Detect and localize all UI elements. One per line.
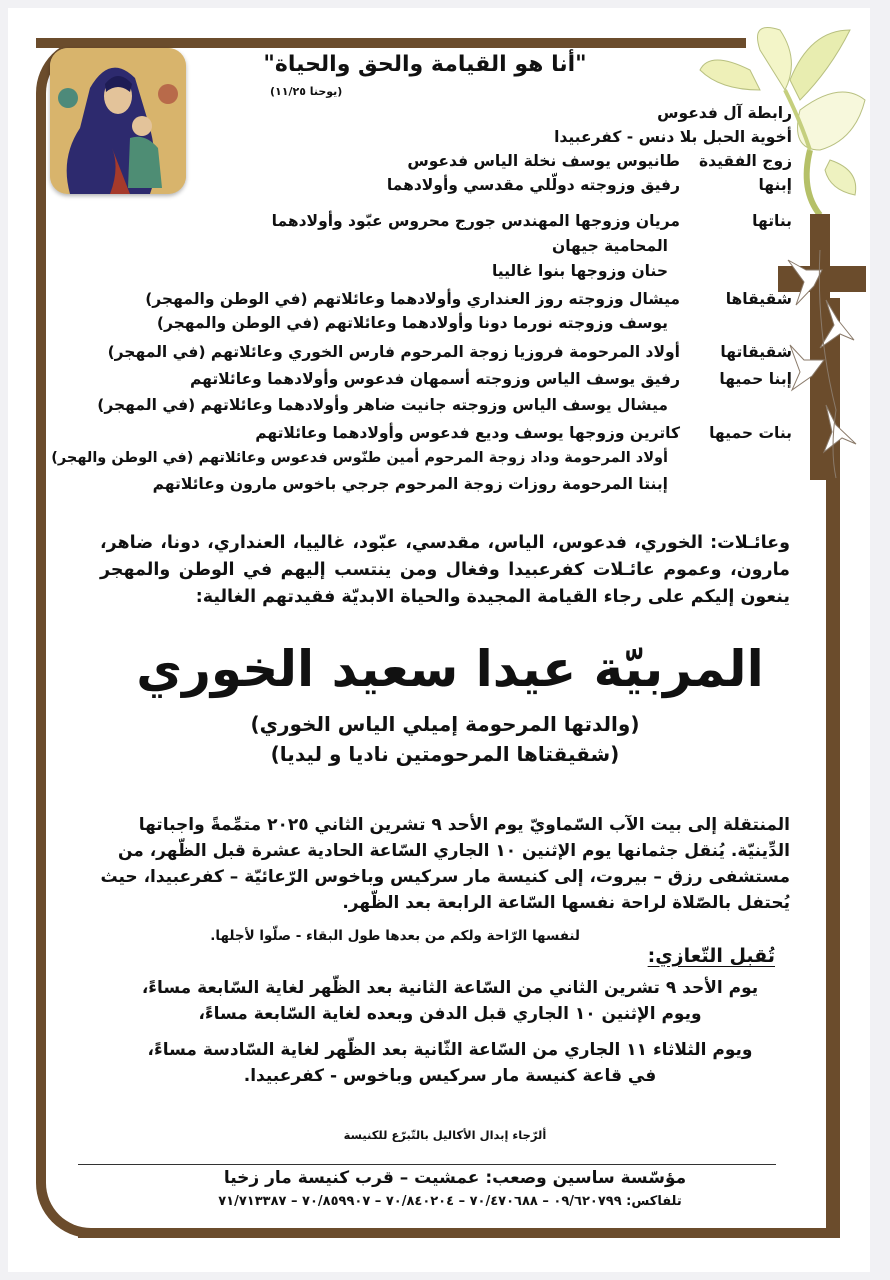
frame-top-border [36, 38, 746, 48]
relative-line: يوسف وزوجته نورما دونا وأولادهما وعائلاتهم (في الوطن والمهجر) [156, 314, 668, 332]
funeral-details: المنتقلة إلى بيت الآب السّماويّ يوم الأحد ٩ تشرين الثاني ٢٠٢٥ متمِّمةً واجباتها الدِّينيّة. يُنقل جثمانها يوم الإثنين ١٠ الجاري السّاعة الحادية عشرة قبل الظّهر، من مستشفى رزق – بيروت، إلى كنيسة مار سركيس وباخوس الرّعائيّة – كفرعبيدا، حيث يُحتفل بالصّلاة لراحة نفسها السّاعة الرابعة بعد الظّهر. [100, 815, 790, 913]
association-brotherhood: أخوية الحبل بلا دنس - كفرعبيدا [554, 128, 792, 146]
funeral-home-phones: تلفاكس: ٠٩/٦٢٠٧٩٩ – ٧٠/٤٧٠٦٨٨ – ٧٠/٨٤٠٢٠٤ – ٧٠/٨٥٩٩٠٧ – ٧١/٧١٣٣٨٧ [218, 1194, 682, 1209]
relative-line: ميشال يوسف الياس وزوجته جانيت ضاهر وأولادهما وعائلاتهم (في المهجر) [97, 396, 668, 414]
families-announcement: وعائـلات: الخوري، فدعوس، الياس، مقدسي، عبّود، غالييا، العنداري، دونا، ضاهر، مارون، وعموم عائـلات كفرعبيدا وفغال ومن ينتسب إليهم في الوطن والمهجر ينعون إليكم على رجاء القيامة المجيدة والحياة الابديّة فقيدتهم الغالية: [100, 533, 790, 607]
relative-line: إبنتا المرحومة روزات زوجة المرحوم جرجي باخوس مارون وعائلاتهم [152, 475, 668, 493]
relative-label: بناتها [752, 212, 792, 230]
bible-quote-reference: (يوحنا ١١/٢٥) [270, 85, 343, 98]
deceased-sisters: (شقيقتاها المرحومتين ناديا و ليديا) [270, 742, 620, 766]
relative-line: حنان وزوجها بنوا غالييا [491, 262, 668, 280]
relative-label: إبنا حميها [719, 370, 792, 388]
relative-label: شقيقاها [725, 290, 792, 308]
wreath-note: ألرّجاء إبدال الأكاليل بالتّبرّع للكنيسة [343, 1128, 547, 1142]
relative-line: مريان وزوجها المهندس جورج محروس عبّود وأولادهما [271, 212, 680, 230]
frame-bottom-border [78, 1228, 840, 1238]
relative-line: المحامية جيهان [551, 237, 668, 255]
condolences-title: تُقبل التّعازي: [647, 945, 775, 967]
relative-label: زوج الفقيدة [699, 152, 792, 170]
relative-line: أولاد المرحومة وداد زوجة المرحوم أمين طنّوس فدعوس وعائلاتهم (في الوطن والهجر) [51, 450, 668, 466]
condolence-line: ويوم الثلاثاء ١١ الجاري من السّاعة الثّانية بعد الظّهر لغاية السّادسة مساءً، [147, 1040, 753, 1060]
relative-label: إبنها [758, 176, 792, 194]
relative-label: بنات حميها [709, 424, 792, 442]
funeral-home-name: مؤسّسة ساسين وصعب: عمشيت – قرب كنيسة مار زخيا [223, 1168, 687, 1188]
relative-line: كاترين وزوجها يوسف وديع فدعوس وأولادهما وعائلاتهم [255, 424, 680, 442]
deceased-mother: (والدتها المرحومة إميلي الياس الخوري) [250, 712, 640, 736]
relative-label: شقيقاتها [720, 343, 792, 361]
condolence-line: يوم الأحد ٩ تشرين الثاني من السّاعة الثانية بعد الظّهر لغاية السّابعة مساءً، [141, 978, 759, 998]
prayer-line: لنفسها الرّاحة ولكم من بعدها طول البقاء - صلّوا لأجلها. [210, 928, 580, 944]
relative-line: طانيوس يوسف نخلة الياس فدعوس [407, 152, 680, 170]
relative-line: رفيق وزوجته دولّلي مقدسي وأولادهما [386, 176, 680, 194]
association-family: رابطة آل فدعوس [657, 104, 792, 122]
deceased-name: المربيّة عيدا سعيد الخوري [136, 640, 764, 698]
condolence-line: ويوم الإثنين ١٠ الجاري قبل الدفن وبعده لغاية السّابعة مساءً، [198, 1004, 702, 1024]
relative-line: أولاد المرحومة فروزيا زوجة المرحوم فارس الخوري وعائلاتهم (في المهجر) [107, 343, 680, 361]
bible-quote: "أنا هو القيامة والحق والحياة" [263, 52, 587, 77]
relative-line: ميشال وزوجته روز العنداري وأولادهما وعائلاتهم (في الوطن والمهجر) [145, 290, 680, 308]
footer-divider [78, 1164, 776, 1165]
condolence-line: في قاعة كنيسة مار سركيس وباخوس - كفرعبيدا. [243, 1066, 657, 1086]
relative-line: رفيق يوسف الياس وزوجته أسمهان فدعوس وأولادهما وعائلاتهم [189, 370, 680, 388]
